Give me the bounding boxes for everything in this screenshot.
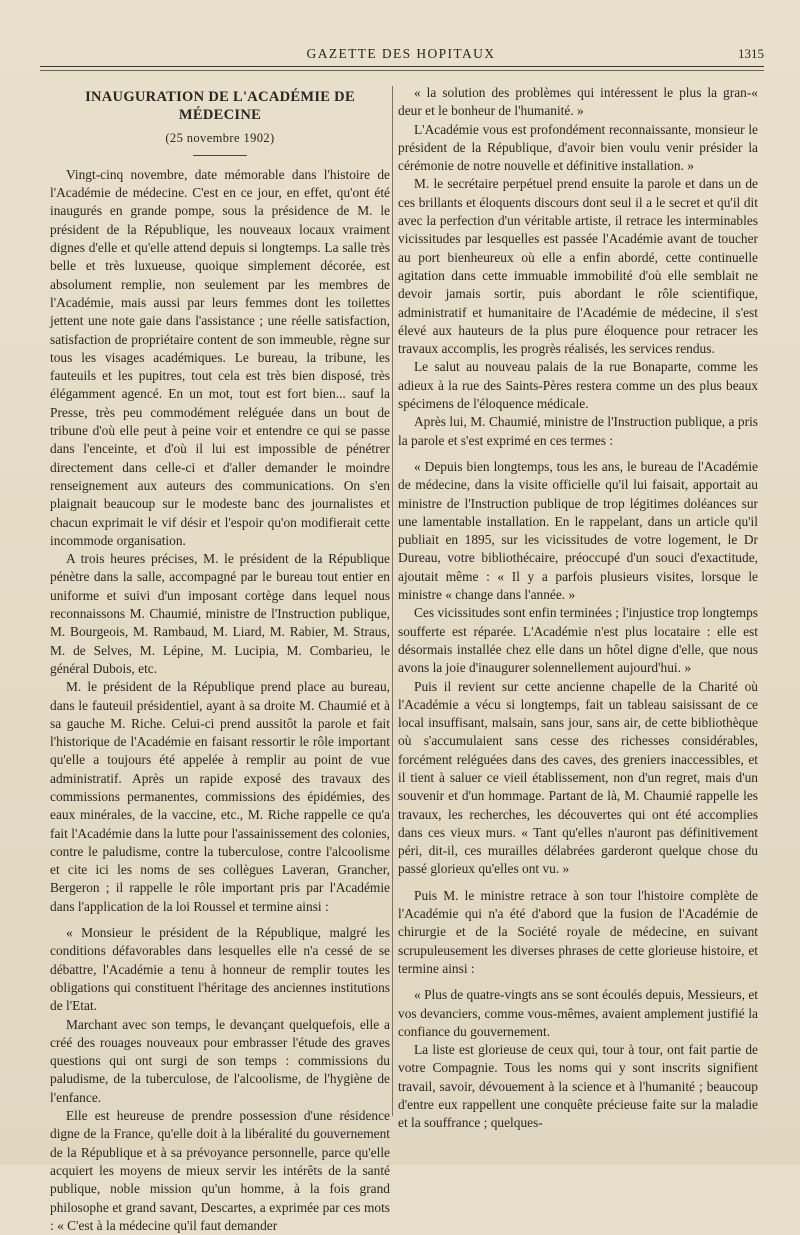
column-divider: [392, 86, 393, 1116]
header-rule: [40, 66, 764, 67]
page-header: [36, 42, 766, 64]
paragraph: Ces vicissitudes sont enfin terminées ; l'injustice trop longtemps soufferte est réparée. L'Académie n'est plus locataire : elle est désormais installée chez elle dans un hôtel digne d'elle, que nous avons la joie d'inaugurer solennellement aujourd'hui. »: [398, 605, 758, 676]
title-divider: [193, 155, 247, 156]
paragraph: M. le secrétaire perpétuel prend ensuite la parole et dans un de ces brillants et éloquents discours dont seul il a le secret et qu'il dit avec la perfection d'un véritable artiste, il retrace les interminables vicissitudes par lesquelles est passée l'Académie avant de toucher au port bienheureux où elle a enfin abordé, cette continuelle agitation dans cette immuable immobilité d'où elle semblait ne devoir jamais sortir, puis abordant le rôle scientifique, administratif et humanitaire de l'Académie de médecine, il s'est élevé aux hauteurs de la plus pure éloquence pour retracer les travaux accomplis, les progrès réalisés, les services rendus.: [398, 176, 758, 357]
paragraph: Puis il revient sur cette ancienne chapelle de la Charité où l'Académie a vécu si longtemps, fait un tableau saisissant de ce local insuffisant, malsain, sans jour, sans air, de cette bibliothèque où s'accumulaient sans cesse des richesses considérables, forcément reléguées dans des caves, des greniers inaccessibles, et il tient à saluer ce vieil établissement, non d'un regret, mais d'un souvenir et d'un hommage. Partant de là, M. Chaumié rappelle les travaux, les recherches, les découvertes qui ont été accomplies dans ces vieux murs. « Tant qu'elles n'auront pas définitivement péri, dit-il, ces murailles délabrées garderont quelque chose du passé glorieux qu'elles ont vu. »: [398, 678, 758, 877]
left-column: [50, 84, 390, 1235]
quote-paragraph: « Depuis bien longtemps, tous les ans, le bureau de l'Académie de médecine, dans la visite officielle qu'il lui faisait, apportait au ministre de l'Instruction publique de trop légitimes doléances sur une lamentable installation. En le rappelant, dans un article qu'il publiait en 1895, sur les vicissitudes de votre logement, le Dr Dureau, votre bibliothécaire, préoccupé d'un souci d'exactitude, ajoutait même : « Il y a parfois plusieurs visites, lorsque le ministre « change dans l'année. »: [398, 458, 758, 603]
article-date: (25 novembre 1902): [165, 130, 275, 145]
paragraph: L'Académie vous est profondément reconnaissante, monsieur le président de la République, d'avoir bien voulu venir présider la cérémonie de notre nouvelle et définitive installation. »: [398, 121, 758, 174]
paragraph: La liste est glorieuse de ceux qui, tour à tour, ont fait partie de votre Compagnie. Tous les noms qui y sont inscrits signifient travail, savoir, dévouement à la science et à l'humanité ; beaucoup d'entre eux rappellent une conquête précieuse faite sur la maladie et la souffrance ; quelques-: [398, 1042, 758, 1131]
paragraph: Après lui, M. Chaumié, ministre de l'Instruction publique, a pris la parole et s'est exprimé en ces termes :: [398, 414, 758, 448]
spacer: [398, 978, 758, 986]
paragraph: Le salut au nouveau palais de la rue Bonaparte, comme les adieux à la rue des Saints-Pères restera comme un des plus beaux spécimens de l'éloquence médicale.: [398, 359, 758, 412]
page-number: 1315: [738, 46, 764, 61]
article-title: INAUGURATION DE L'ACADÉMIE DE MÉDECINE: [85, 89, 355, 124]
spacer: [398, 879, 758, 887]
right-column: [398, 84, 758, 1133]
paragraph: M. le président de la République prend place au bureau, dans le fauteuil présidentiel, ayant à sa droite M. Chaumié et à sa gauche M. Riche. Celui-ci prend aussitôt la parole et fait l'historique de l'Académie en faisant ressortir le rôle important qu'elle a toujours été appelée à remplir au point de vue administratif. Après un rapide exposé des travaux des commissions permanentes, commissions des épidémies, des eaux minérales, de la vaccine, etc., M. Riche rappelle ce qu'a fait l'Académie dans la lutte pour l'assainissement des colonies, contre le paludisme, contre la tuberculose, contre l'alcoolisme et cite ici les noms de ses collègues Laveran, Grancher, Bergeron ; il rappelle le rôle important pris par l'Académie dans l'application de la loi Roussel et termine ainsi :: [50, 679, 390, 914]
quote-paragraph: « Plus de quatre-vingts ans se sont écoulés depuis, Messieurs, et vos devanciers, comme vous-mêmes, avaient amplement justifié la confiance du gouvernement.: [398, 987, 758, 1039]
paragraph: Marchant avec son temps, le devançant quelquefois, elle a créé des rouages nouveaux pour embrasser l'étude des graves questions qui ont surgi de son temps : commissions du paludisme, de la tuberculose, de l'alcoolisme, de l'hygiène de l'enfance.: [50, 1016, 390, 1105]
spacer: [50, 916, 390, 924]
quote-paragraph: « Monsieur le président de la République, malgré les conditions défavorables dans lesquelles elle n'a cessé de se débattre, l'Académie a tenu à honneur de remplir toutes les obligations qui constituent l'héritage des anciennes institutions de l'Etat.: [50, 925, 390, 1014]
paragraph: « la solution des problèmes qui intéressent le plus la gran-« deur et le bonheur de l'humanité. »: [398, 85, 758, 119]
paragraph: Puis M. le ministre retrace à son tour l'histoire complète de l'Académie qui n'a été d'abord que la fusion de l'Académie de chirurgie et de la Société royale de médecine, en suivant scrupuleusement les diverses phrases de cette glorieuse histoire, et termine ainsi :: [398, 887, 758, 976]
paragraph: A trois heures précises, M. le président de la République pénètre dans la salle, accompagné par le bureau tout entier en uniforme et suivi d'un imposant cortège dans lequel nous reconnaissons M. Chaumié, ministre de l'Instruction publique, M. Bourgeois, M. Rambaud, M. Liard, M. Rabier, M. Straus, M. de Selves, M. Lépine, M. Lucipia, M. Combarieu, le général Dubois, etc.: [50, 551, 390, 676]
paragraph: Elle est heureuse de prendre possession d'une résidence digne de la France, qu'elle doit à la libéralité du gouvernement de la République et à sa prévoyance personnelle, parce qu'elle acquiert les moyens de mieux servir les intérêts de la santé publique, noble mission qu'un homme, à la fois grand philosophe et grand savant, Descartes, a exprimée par ces mots : « C'est à la médecine qu'il faut demander: [50, 1108, 390, 1233]
journal-title: GAZETTE DES HOPITAUX: [306, 46, 496, 61]
paragraph: Vingt-cinq novembre, date mémorable dans l'histoire de l'Académie de médecine. C'est en ce jour, en effet, qu'ont été inaugurés en grande pompe, sous la présidence de M. le président de la République, les nouveaux locaux vraiment dignes d'elle et qu'elle attend depuis si longtemps. La salle très belle et très luxueuse, quoique simplement décorée, est absolument remplie, non seulement par les membres de l'Académie, mais aussi par leurs femmes dont les toilettes jettent une note gaie dans l'assistance ; une réelle satisfaction, satisfaction de propriétaire content de son immeuble, règne sur tous les visages académiques. Le bureau, la tribune, les fauteuils et les pupitres, tout cela est très bien disposé, très élégamment agencé. En un mot, tout est fort bien... sauf la Presse, très peu commodément reléguée dans un bout de tribune d'où elle peut à peine voir et entendre ce qui se passe dans l'enceinte, et d'où il lui est impossible de pénétrer directement dans celle-ci et d'aller demander le moindre renseignement aux auteurs des communications. On s'en plaignait beaucoup sur le modeste banc des journalistes et chacun exprimait le vif désir et l'espoir qu'on modifierait cette incommode organisation.: [50, 166, 390, 548]
header-rule-thin: [40, 70, 764, 71]
spacer: [398, 450, 758, 458]
